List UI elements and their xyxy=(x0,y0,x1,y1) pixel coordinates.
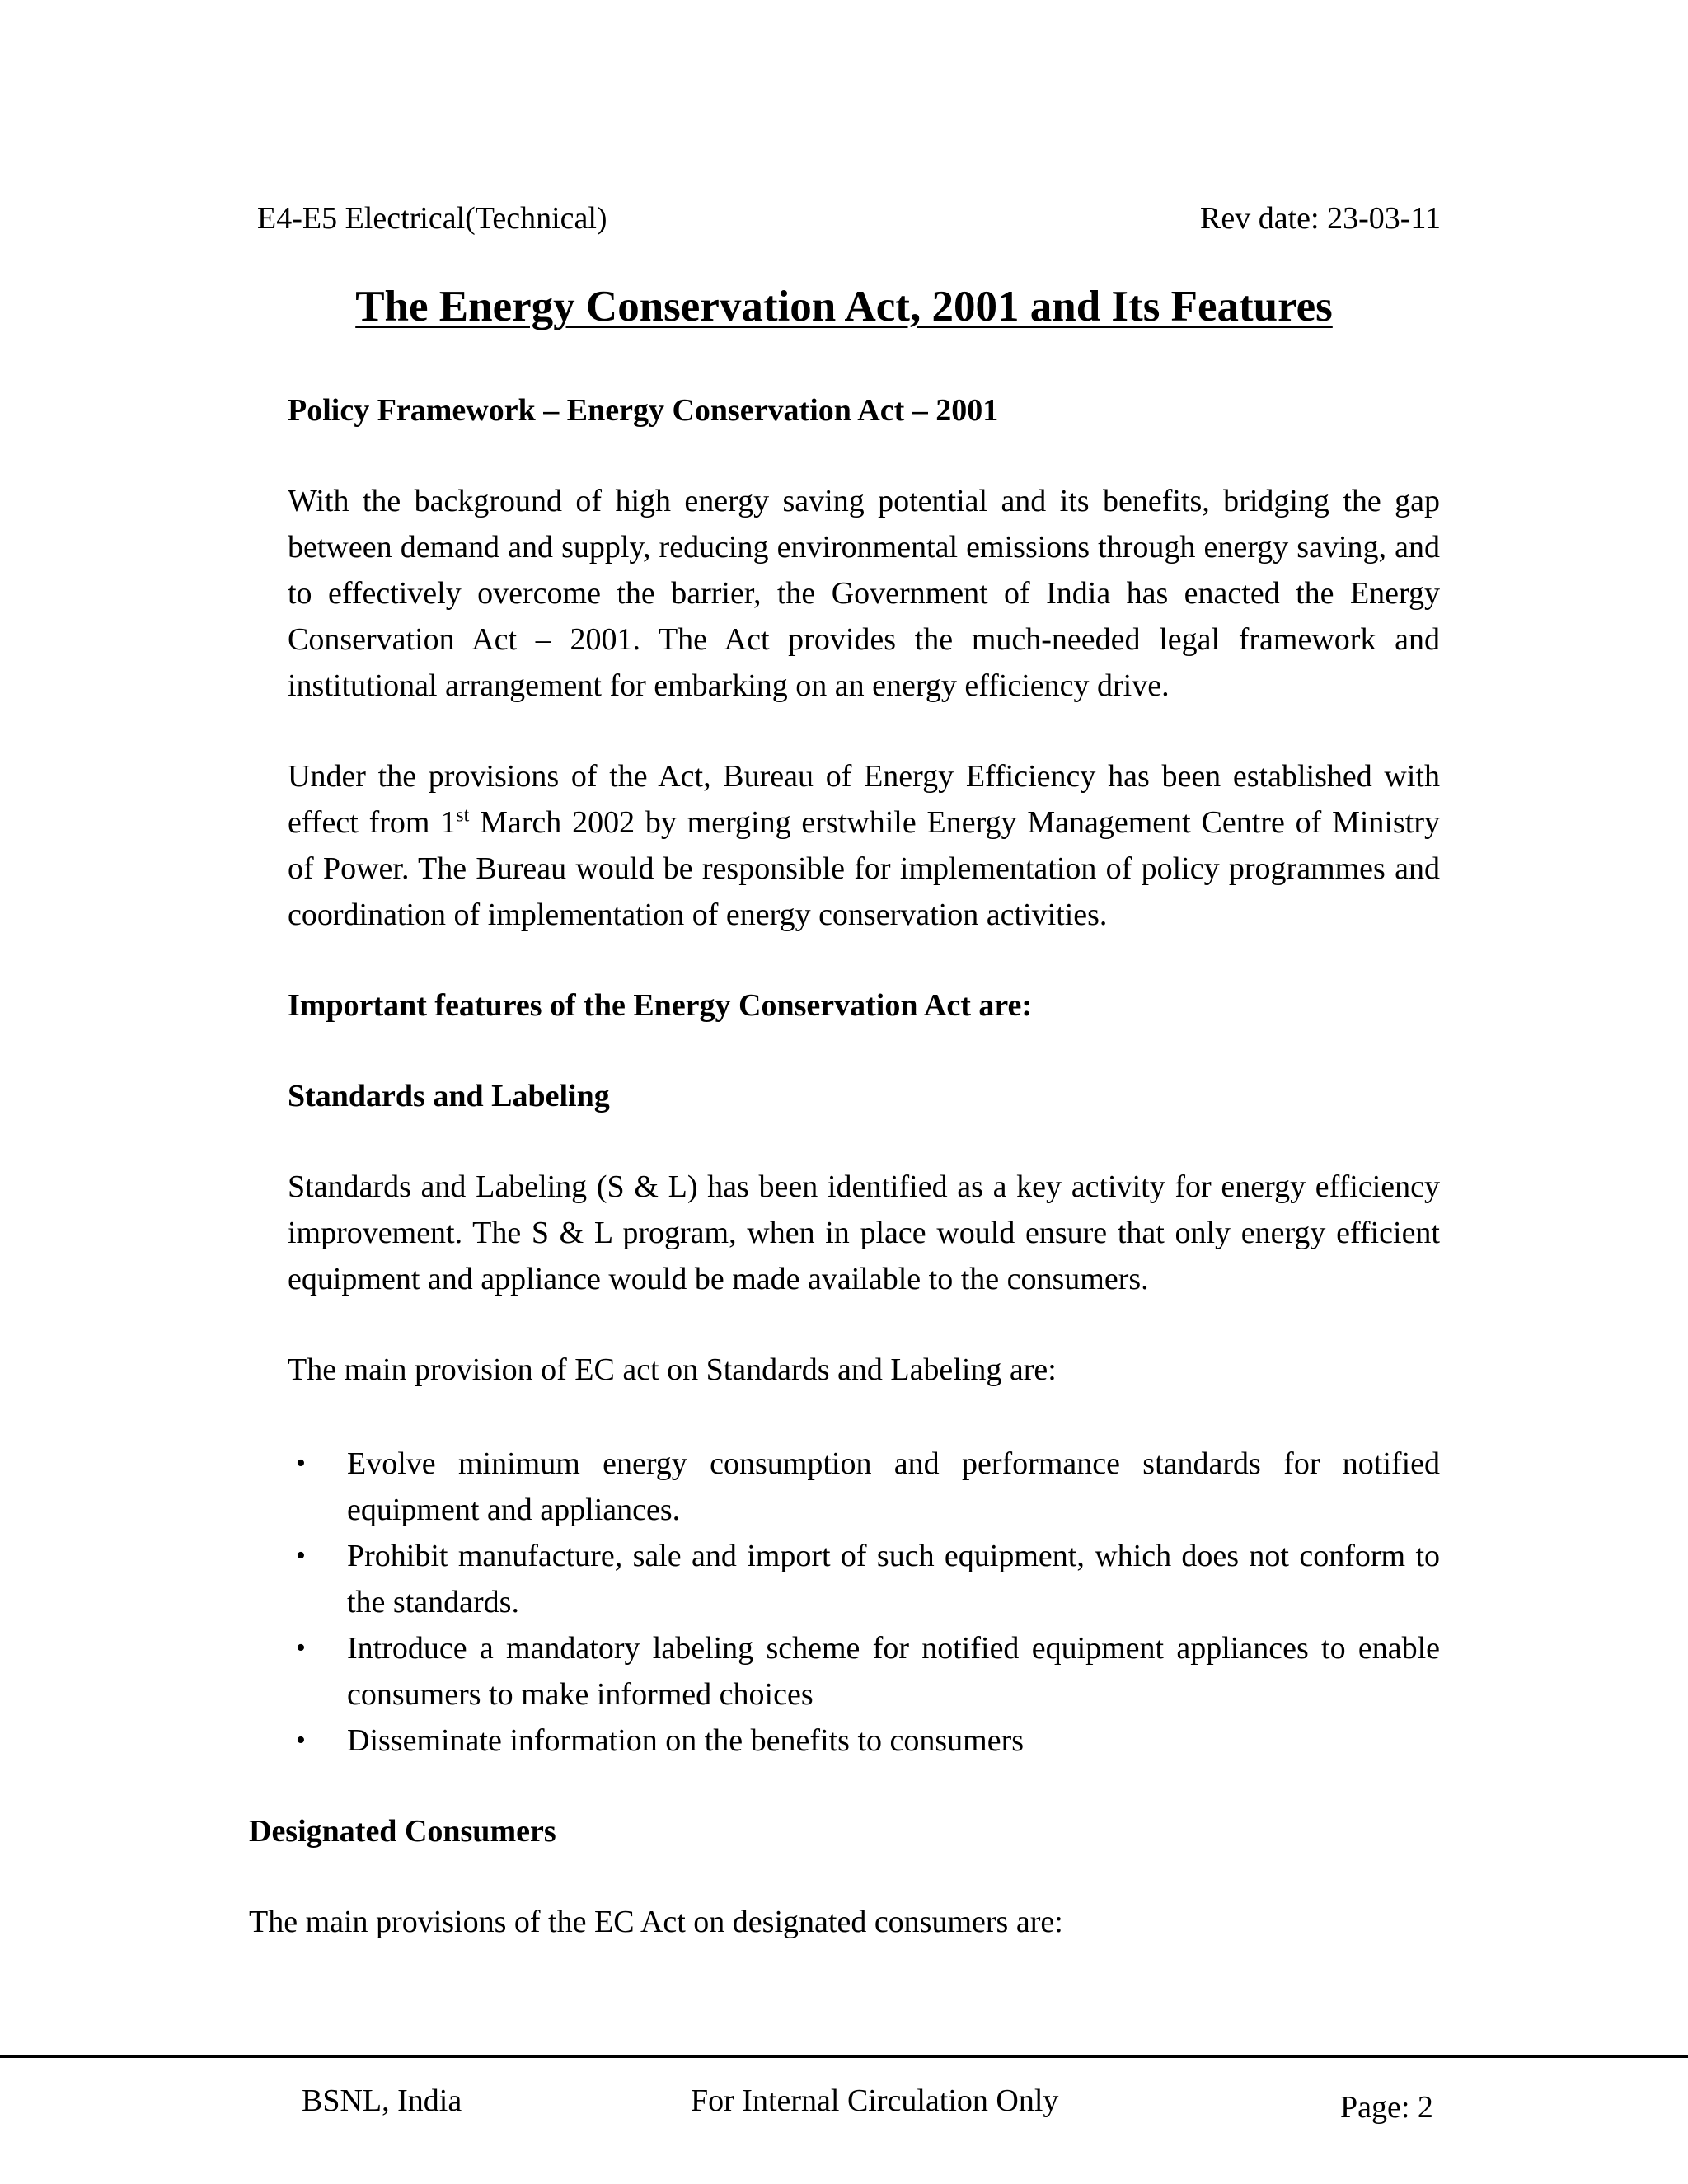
bureau-paragraph-part1: Under the provisions of the Act, Bureau of Energy Efficiency has been established with effect from 1 xyxy=(288,759,1440,840)
list-item xyxy=(288,1625,1440,1718)
policy-framework-heading: Policy Framework – Energy Conservation Act – 2001 xyxy=(288,393,999,428)
sl-paragraph: Standards and Labeling (S & L) has been identified as a key activity for energy efficiency improvement. The S & L program, when in place would ensure that only energy efficient equipment and appliance would be made available to the consumers. xyxy=(288,1169,1440,1296)
list-item xyxy=(288,1533,1440,1625)
standards-labeling-heading: Standards and Labeling xyxy=(288,1079,610,1113)
bureau-paragraph xyxy=(288,753,1440,938)
list-item-text: Prohibit manufacture, sale and import of such equipment, which does not conform to the standards. xyxy=(347,1539,1440,1619)
designated-consumers-intro: The main provisions of the EC Act on designated consumers are: xyxy=(249,1905,1063,1939)
document-body xyxy=(249,387,1440,1945)
important-features-heading: Important features of the Energy Conservation Act are: xyxy=(288,988,1033,1023)
ordinal-superscript: st xyxy=(456,804,470,827)
header-rev-date: Rev date: 23-03-11 xyxy=(1200,201,1441,236)
list-item-text: Introduce a mandatory labeling scheme for notified equipment appliances to enable consumers to make informed choices xyxy=(347,1631,1440,1712)
header-course-label: E4-E5 Electrical(Technical) xyxy=(257,201,607,236)
background-paragraph: With the background of high energy saving potential and its benefits, bridging the gap between demand and supply, reducing environmental emissions through energy saving, and to effectively overcome the barrier, the Government of India has enacted the Energy Conservation Act – 2001. The Act provides the much-needed legal framework and institutional arrangement for embarking on an energy efficiency drive. xyxy=(288,484,1440,703)
sl-provisions-intro: The main provision of EC act on Standards and Labeling are: xyxy=(288,1352,1057,1387)
bullet-icon: • xyxy=(296,1448,306,1479)
bullet-icon: • xyxy=(296,1633,306,1663)
footer-divider xyxy=(0,2055,1688,2058)
footer-page-number: Page: 2 xyxy=(1340,2090,1433,2125)
bureau-paragraph-part2: March 2002 by merging erstwhile Energy Management Centre of Ministry of Power. The Bureau would be responsible for implementation of policy programmes and coordination of implementation of energy conservation activities. xyxy=(288,805,1440,932)
footer-circulation-notice: For Internal Circulation Only xyxy=(691,2083,1059,2118)
list-item-text: Evolve minimum energy consumption and performance standards for notified equipment and appliances. xyxy=(347,1446,1440,1527)
bullet-icon: • xyxy=(296,1540,306,1571)
sl-provisions-list xyxy=(288,1441,1440,1764)
list-item xyxy=(288,1441,1440,1533)
list-item-text: Disseminate information on the benefits to consumers xyxy=(347,1723,1025,1758)
list-item xyxy=(288,1718,1440,1764)
bullet-icon: • xyxy=(296,1725,306,1755)
footer-organization: BSNL, India xyxy=(302,2083,462,2118)
page-header xyxy=(257,198,1441,239)
designated-consumers-heading: Designated Consumers xyxy=(249,1814,556,1849)
document-title: The Energy Conservation Act, 2001 and Its Features xyxy=(355,283,1333,330)
